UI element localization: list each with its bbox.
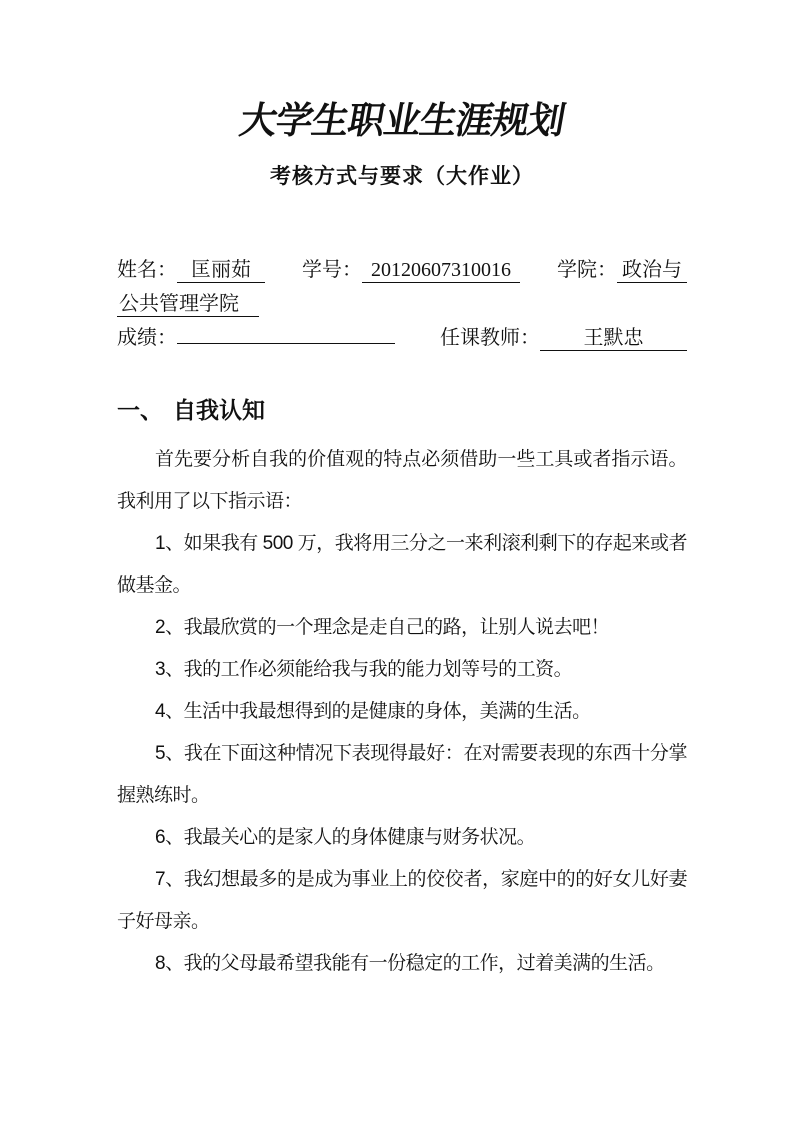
- score-field: [117, 317, 395, 360]
- list-item-6: 6、我最关心的是家人的身体健康与财务状况。: [155, 827, 536, 848]
- intro-paragraph: 首先要分析自我的价值观的特点必须借助一些工具或者指示语。我利用了以下指示语：: [117, 449, 687, 512]
- college-value-line2: 公共管理学院: [119, 293, 239, 315]
- college-value-underline-2: [117, 292, 259, 317]
- teacher-field: [440, 317, 687, 360]
- college-label: 学院：: [557, 259, 617, 281]
- teacher-label: 任课教师：: [440, 327, 540, 349]
- doc-title: [117, 97, 687, 147]
- form-row-2: [117, 292, 687, 317]
- student-id-label: 学号：: [302, 259, 362, 281]
- list-item-4: 4、生活中我最想得到的是健康的身体，美满的生活。: [155, 701, 591, 722]
- teacher-value: 王默忠: [583, 327, 644, 349]
- section-body: [117, 439, 687, 985]
- name-field: [117, 249, 265, 292]
- student-id-field: [302, 249, 520, 292]
- list-item-1: 1、如果我有 500 万，我将用三分之一来利滚利剩下的存起来或者做基金。: [117, 533, 687, 596]
- student-id-underline: [362, 258, 520, 283]
- info-form: [117, 249, 687, 360]
- list-item-7: 7、我幻想最多的是成为事业上的佼佼者，家庭中的的好女儿好妻子好母亲。: [117, 869, 687, 932]
- college-value-underline-1: [617, 258, 687, 283]
- name-value: 匡丽茹: [191, 259, 251, 281]
- list-item-5: 5、我在下面这种情况下表现得最好：在对需要表现的东西十分掌握熟练时。: [117, 743, 687, 806]
- name-value-underline: [177, 258, 265, 283]
- section-heading: [117, 394, 687, 426]
- college-value-line1: 政治与: [622, 259, 682, 281]
- doc-title-text: 大学生职业生涯规划: [236, 101, 568, 142]
- student-id-value: 20120607310016: [371, 259, 511, 281]
- section-heading-title: 自我认知: [173, 397, 265, 423]
- list-item-3: 3、我的工作必须能给我与我的能力划等号的工资。: [155, 659, 573, 680]
- list-item-8: 8、我的父母最希望我能有一份稳定的工作，过着美满的生活。: [155, 953, 665, 974]
- score-label: 成绩：: [117, 327, 177, 349]
- teacher-value-underline: [540, 326, 687, 351]
- list-item-2: 2、我最欣赏的一个理念是走自己的路，让别人说去吧！: [155, 617, 610, 638]
- form-row-3: [117, 317, 687, 360]
- section-heading-number: 一、: [117, 397, 163, 423]
- college-field: [557, 249, 687, 292]
- name-label: 姓名：: [117, 259, 177, 281]
- form-row-1: [117, 249, 687, 292]
- score-value-underline: [177, 343, 395, 344]
- doc-subtitle: 考核方式与要求（大作业）: [270, 165, 534, 188]
